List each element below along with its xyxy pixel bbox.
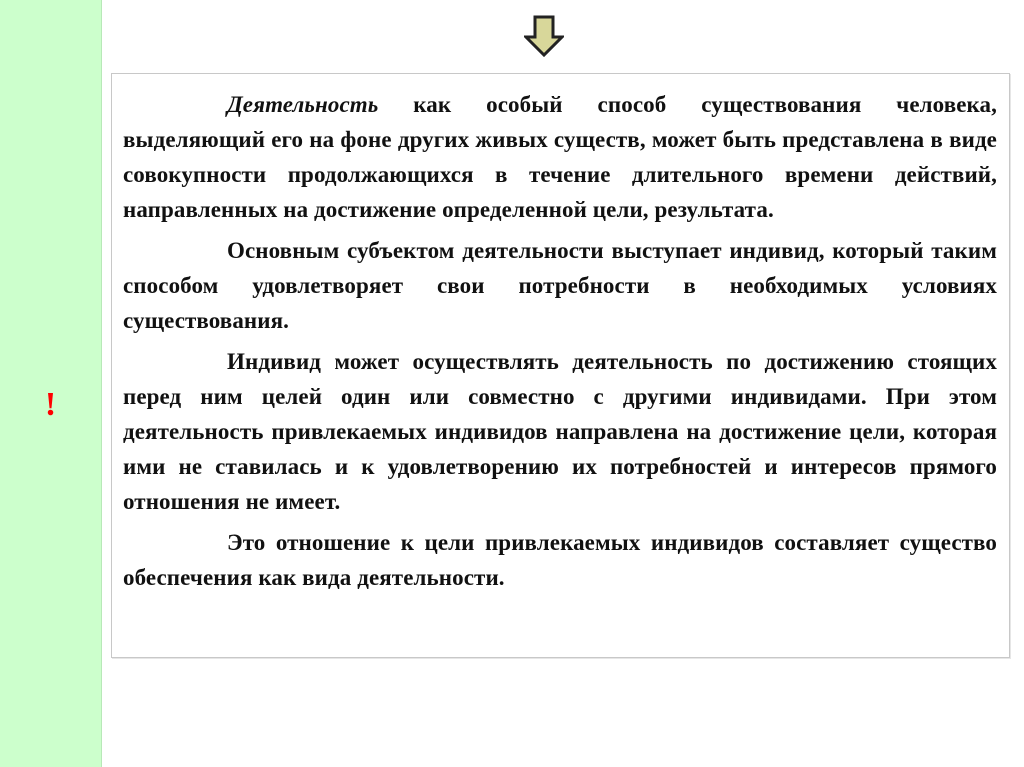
lead-term: Деятельность (227, 92, 379, 117)
exclamation-marker: ! (44, 386, 57, 423)
paragraph-3: Индивид может осуществлять деятельность по достижению стоящих перед ним целей один или совместно с другими индивидами. При этом деятельность привлекаемых индивидов направлена на достижение цели, которая ими не ставилась и к удовлетворению их потребностей и интересов прямого отношения не имеет. (123, 349, 997, 514)
main-text-box (111, 73, 1010, 658)
paragraph-2: Основным субъектом деятельности выступает индивид, который таким способом удовлетворяет свои потребности в необходимых условиях существования. (123, 238, 997, 333)
left-sidebar-band (0, 0, 102, 767)
paragraph-1 (123, 87, 997, 227)
paragraph-1-text: как особый способ существования человека, выделяющий его на фоне других живых существ, может быть представлена в виде совокупности продолжающихся в течение длительного времени действий, направленных на достижение определенной цели, результата. (123, 92, 997, 222)
down-arrow-icon (524, 15, 564, 57)
paragraph-4: Это отношение к цели привлекаемых индивидов составляет существо обеспечения как вида деятельности. (123, 530, 997, 590)
